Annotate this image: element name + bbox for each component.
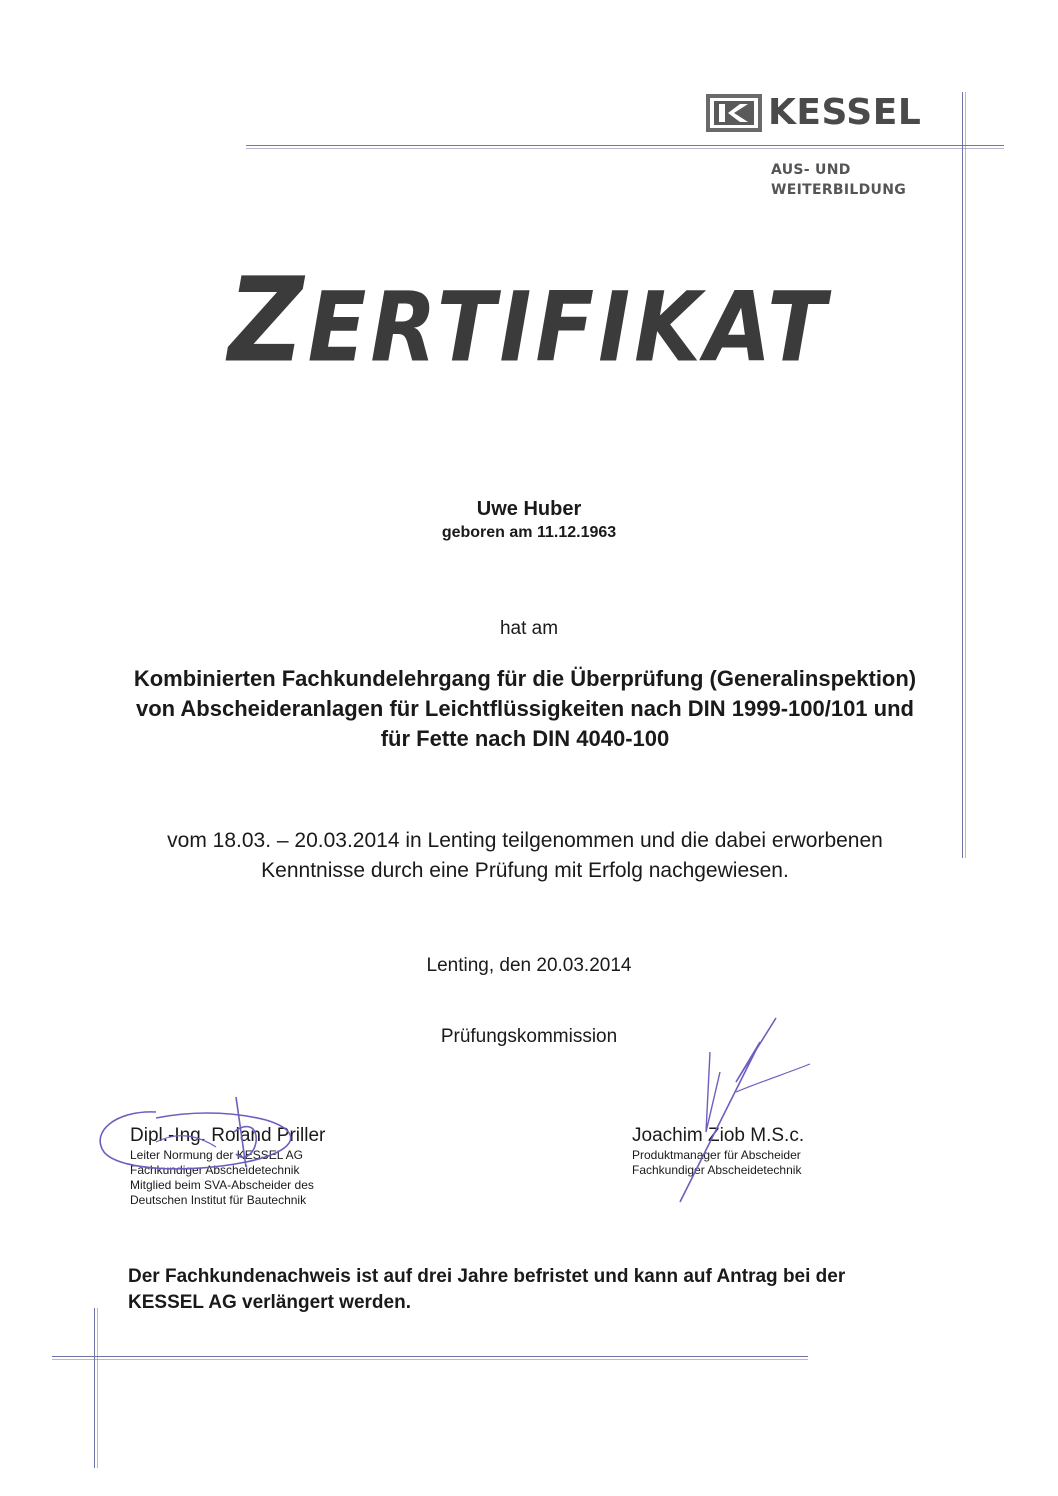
top-frame-line: [246, 145, 1004, 146]
right-frame-line: [962, 92, 963, 858]
signatory-left-line-3: Mitglied beim SVA-Abscheider des: [130, 1178, 314, 1192]
left-frame-line-2: [97, 1308, 98, 1468]
signatory-left-line-1: Leiter Normung der KESSEL AG: [130, 1148, 303, 1162]
course-title: Kombinierten Fachkundelehrgang für die Überprüfung (Generalinspektion) von Abscheideranlagen für Leichtflüssigkeiten nach DIN 1999-100/101 und für Fette nach DIN 4040-100: [133, 666, 917, 751]
recipient-name: Uwe Huber: [476, 498, 582, 520]
validity-notice: Der Fachkundenachweis ist auf drei Jahre befristet und kann auf Antrag bei der KESSEL AG verlängert werden.: [128, 1266, 846, 1313]
signatory-left-line-4: Deutschen Institut für Bautechnik: [130, 1193, 307, 1207]
signatory-left-line-2: Fachkundiger Abscheidetechnik: [130, 1163, 300, 1177]
department-line-1: AUS- UND: [771, 162, 851, 178]
recipient-birth: geboren am 11.12.1963: [441, 524, 617, 541]
commission-label: Prüfungskommission: [440, 1026, 618, 1047]
certificate-title: [0, 251, 1058, 389]
department-line-2: WEITERBILDUNG: [771, 182, 907, 198]
signature-right-handwritten: [640, 1012, 820, 1212]
signatory-right-line-2: Fachkundiger Abscheidetechnik: [632, 1163, 802, 1177]
logo-wordmark: KESSEL: [768, 92, 922, 133]
intro-text: hat am: [499, 618, 559, 639]
signatory-left-name: Dipl.-Ing. Roland Priller: [130, 1125, 326, 1146]
signatory-right-line-1: Produktmanager für Abscheider: [632, 1148, 801, 1162]
right-frame-line-2: [965, 92, 966, 858]
department-label: [771, 160, 906, 200]
kessel-logo-mark-icon: [706, 94, 762, 132]
bottom-frame-line: [52, 1356, 808, 1357]
signatory-right-name: Joachim Ziob M.S.c.: [632, 1125, 805, 1146]
kessel-logo: [706, 92, 921, 134]
place-date: Lenting, den 20.03.2014: [426, 955, 632, 976]
left-frame-line: [94, 1308, 95, 1468]
title-rest: ERTIFIKAT: [307, 272, 830, 385]
top-frame-line-2: [246, 148, 1004, 149]
title-initial: Z: [228, 251, 308, 389]
period-text: vom 18.03. – 20.03.2014 in Lenting teilgenommen und die dabei erworbenen Kenntnisse durch eine Prüfung mit Erfolg nachgewiesen.: [167, 829, 883, 882]
signature-left-handwritten: [96, 1092, 336, 1202]
bottom-frame-line-2: [52, 1359, 808, 1360]
